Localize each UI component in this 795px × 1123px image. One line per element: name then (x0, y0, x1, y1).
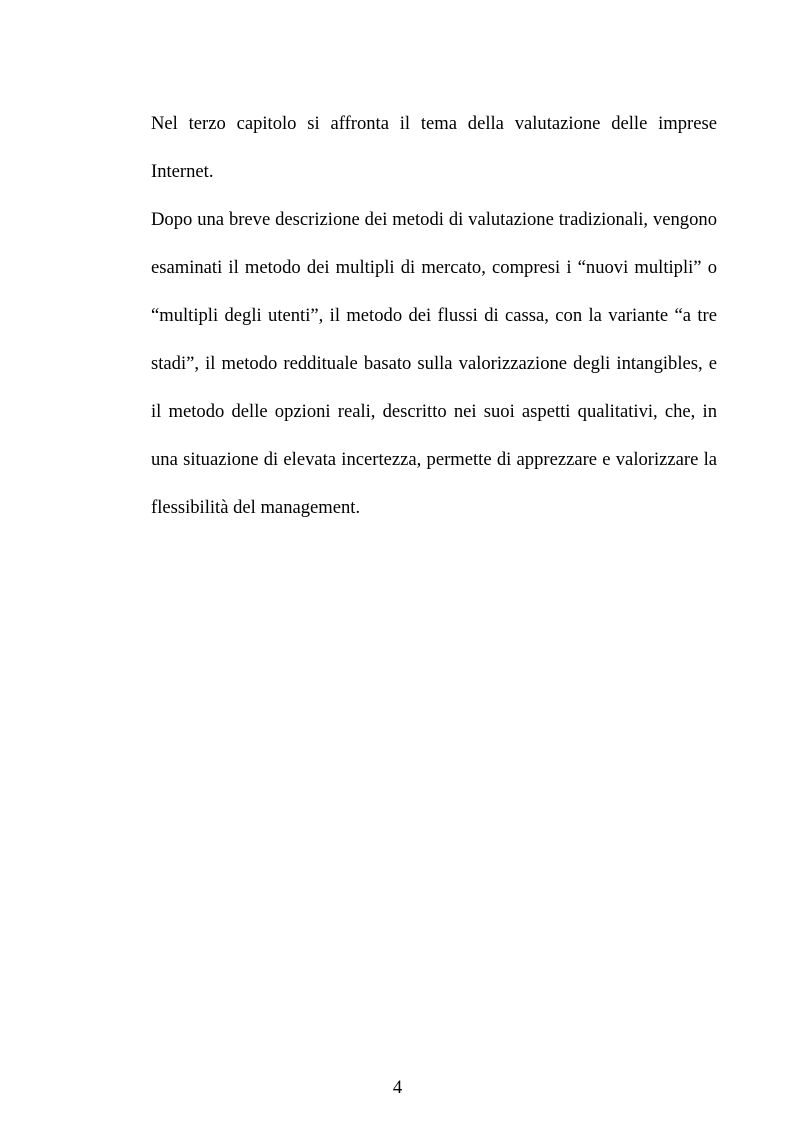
body-text (151, 106, 717, 538)
paragraph-1-line-1: Nel terzo capitolo si affronta il tema della valutazione delle imprese (151, 113, 717, 134)
paragraph-1-line-2: Internet. (151, 161, 214, 182)
page-number: 4 (392, 1077, 403, 1098)
paragraph-2-line-2: esaminati il metodo dei multipli di mercato, compresi i “nuovi multipli” o (151, 257, 717, 278)
paragraph-2-line-5: il metodo delle opzioni reali, descritto nei suoi aspetti qualitativi, che, in (151, 401, 717, 422)
paragraph-2-line-7: flessibilità del management. (151, 497, 361, 518)
paragraph-2-line-6: una situazione di elevata incertezza, permette di apprezzare e valorizzare la (151, 449, 717, 470)
paragraph-2-line-3: “multipli degli utenti”, il metodo dei flussi di cassa, con la variante “a tre (151, 305, 717, 326)
paragraph-2-line-4: stadi”, il metodo reddituale basato sulla valorizzazione degli intangibles, e (151, 353, 717, 374)
paragraph-2-line-1: Dopo una breve descrizione dei metodi di valutazione tradizionali, vengono (151, 209, 717, 230)
